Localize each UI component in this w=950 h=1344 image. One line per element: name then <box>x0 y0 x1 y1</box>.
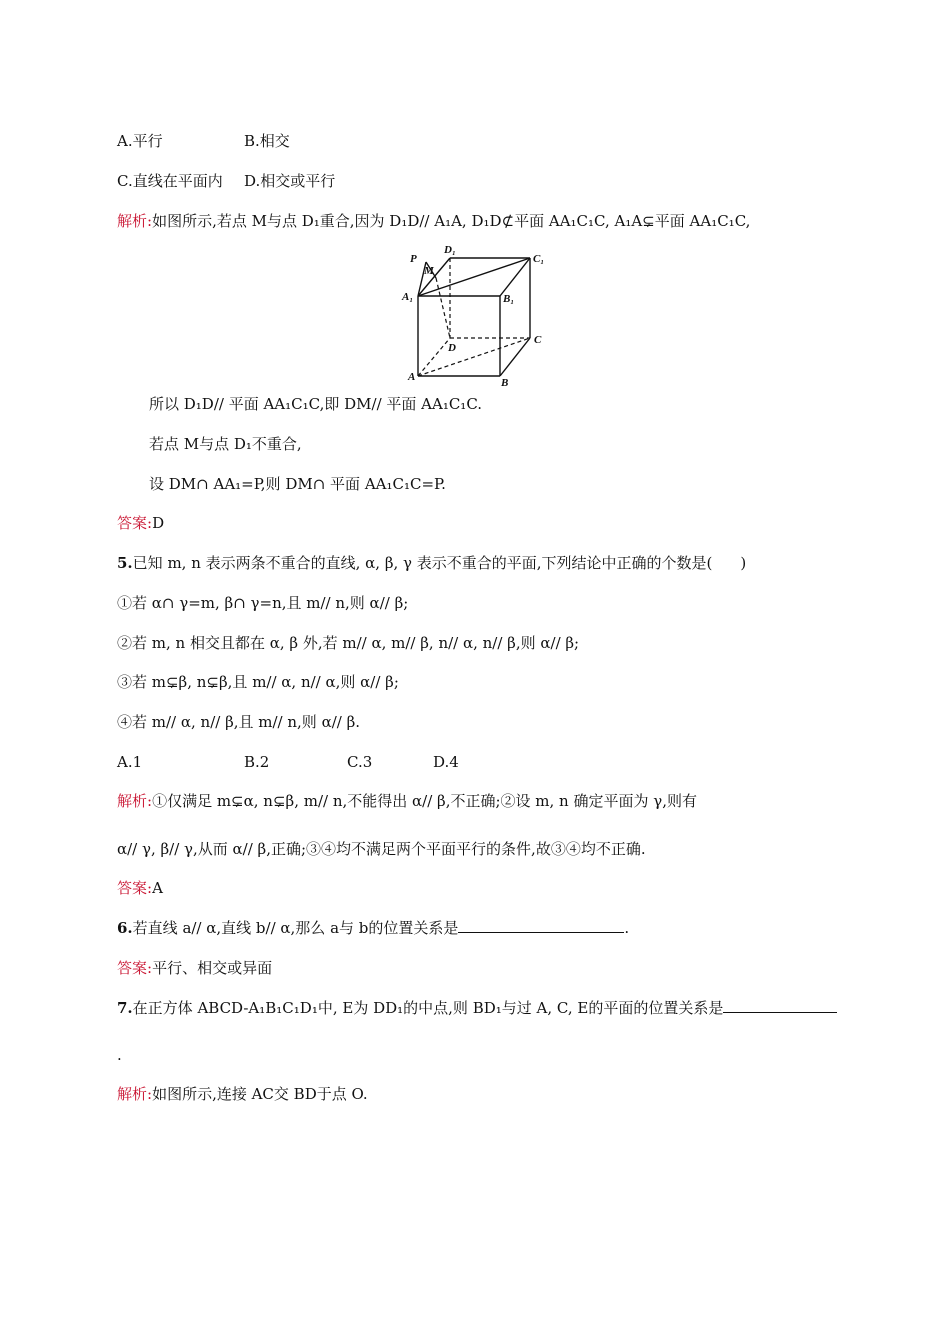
q5-option-d: D.4 <box>433 753 459 771</box>
q5-solution-text: ①仅满足 m⊊α, n⊊β, m// n,不能得出 α// β,不正确;②设 m, n 确定平面为 γ,则有 <box>152 792 697 810</box>
label-c1: C₁ <box>533 253 545 265</box>
q4-options-row-1 <box>117 131 290 151</box>
q4-option-c: C.直线在平面内 <box>117 172 223 190</box>
q4-answer-value: D <box>152 514 165 532</box>
q5-statement-2: ②若 m, n 相交且都在 α, β 外,若 m// α, m// β, n// α, n// β,则 α// β; <box>117 634 580 652</box>
q5-statement-1: ①若 α∩ γ=m, β∩ γ=n,且 m// n,则 α// β; <box>117 594 409 612</box>
q4-option-d: D.相交或平行 <box>244 172 336 190</box>
label-d: D <box>448 342 456 354</box>
q6-stem <box>117 918 629 938</box>
q4-solution-text: 如图所示,若点 M与点 D₁重合,因为 D₁D// A₁A, D₁D⊄平面 AA₁C₁C, A₁A⊊平面 AA₁C₁C, <box>152 212 751 230</box>
q5-solution-line-2: α// γ, β// γ,从而 α// β,正确;③④均不满足两个平面平行的条件,故③④均不正确. <box>117 840 646 858</box>
q4-options-row-2 <box>117 171 335 191</box>
q6-answer-label: 答案: <box>117 959 153 977</box>
q5-options <box>117 752 459 772</box>
q4-option-b: B.相交 <box>244 132 290 150</box>
q5-answer-value: A <box>152 879 163 897</box>
q7-stem <box>117 998 837 1018</box>
q7-stem-text: 在正方体 ABCD-A₁B₁C₁D₁中, E为 DD₁的中点,则 BD₁与过 A, C, E的平面的位置关系是 <box>132 999 724 1017</box>
q5-option-b: B.2 <box>244 753 270 771</box>
q4-solution <box>117 211 750 231</box>
diagonal-ac-hidden <box>418 338 530 376</box>
q5-stem-close: ) <box>740 554 747 572</box>
q5-answer <box>117 878 163 898</box>
q5-solution <box>117 791 697 811</box>
label-p: P <box>410 253 417 265</box>
label-m: M <box>424 265 434 277</box>
q5-answer-label: 答案: <box>117 879 153 897</box>
q6-answer <box>117 958 272 978</box>
q6-tail: . <box>624 919 630 937</box>
q5-statement-4: ④若 m// α, n// β,且 m// n,则 α// β. <box>117 713 361 731</box>
q5-stem <box>117 553 746 573</box>
q7-solution-text: 如图所示,连接 AC交 BD于点 O. <box>152 1085 368 1103</box>
q5-solution-label: 解析: <box>117 792 153 810</box>
q5-statement-3: ③若 m⊊β, n⊊β,且 m// α, n// α,则 α// β; <box>117 673 399 691</box>
label-c: C <box>534 334 542 346</box>
q6-number: 6. <box>117 919 133 937</box>
q4-answer-label: 答案: <box>117 514 153 532</box>
q7-solution <box>117 1084 368 1104</box>
q4-solution-line-2: 所以 D₁D// 平面 AA₁C₁C,即 DM// 平面 AA₁C₁C. <box>149 395 483 413</box>
cube-figure <box>398 240 558 390</box>
label-a1: A₁ <box>402 291 414 303</box>
q4-solution-line-4: 设 DM∩ AA₁=P,则 DM∩ 平面 AA₁C₁C=P. <box>149 475 446 493</box>
q7-solution-label: 解析: <box>117 1085 153 1103</box>
q5-option-a: A.1 <box>117 753 143 771</box>
edge-bc <box>500 338 530 376</box>
q6-answer-value: 平行、相交或异面 <box>152 959 273 977</box>
q6-answer-blank[interactable] <box>458 918 624 933</box>
q4-solution-label: 解析: <box>117 212 153 230</box>
q7-number: 7. <box>117 999 133 1017</box>
label-a: A <box>408 371 416 383</box>
q7-answer-blank[interactable] <box>723 998 837 1013</box>
q4-solution-line-3: 若点 M与点 D₁不重合, <box>149 435 302 453</box>
q4-option-a: A.平行 <box>117 132 163 150</box>
q5-option-c: C.3 <box>347 753 373 771</box>
label-d1: D₁ <box>444 244 456 256</box>
q7-tail: . <box>117 1046 122 1064</box>
label-b1: B₁ <box>503 293 515 305</box>
q4-answer <box>117 513 164 533</box>
q5-number: 5. <box>117 554 133 572</box>
label-b: B <box>501 377 509 389</box>
q5-stem-text: 已知 m, n 表示两条不重合的直线, α, β, γ 表示不重合的平面,下列结论中正确的个数是( <box>132 554 713 572</box>
q6-stem-text: 若直线 a// α,直线 b// α,那么 a与 b的位置关系是 <box>132 919 459 937</box>
